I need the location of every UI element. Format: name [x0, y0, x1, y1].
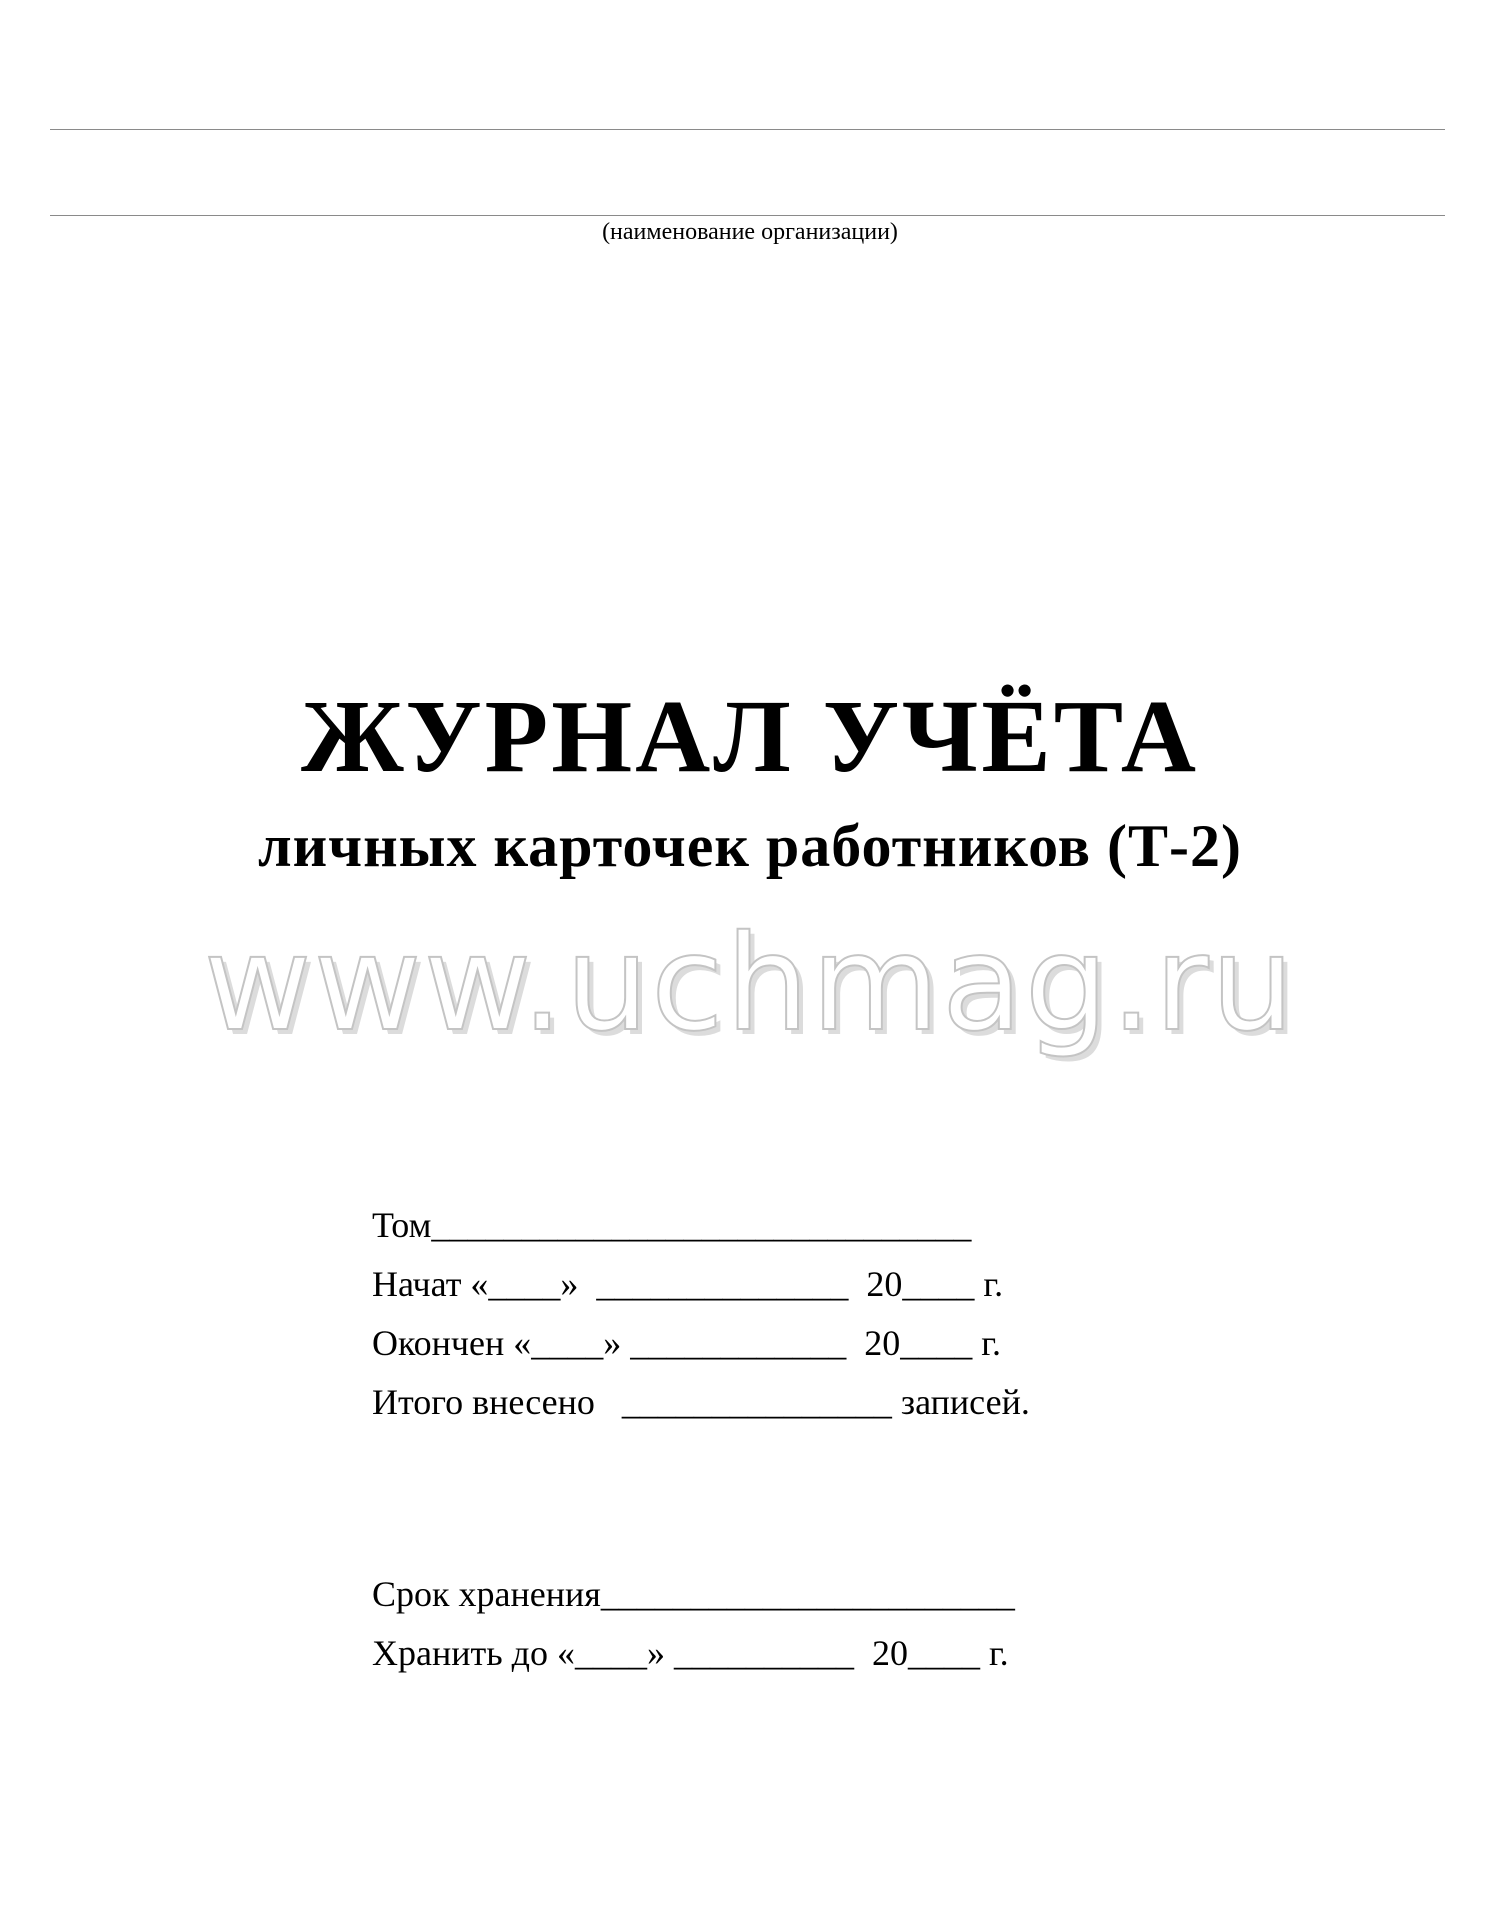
retention-period-field: Срок хранения_______________________ [372, 1574, 1015, 1614]
volume-field: Том______________________________ [372, 1205, 972, 1245]
organization-name-line-2 [50, 215, 1445, 216]
page-subtitle: личных карточек работников (Т-2) [258, 813, 1242, 879]
total-entries-field: Итого внесено _______________ записей. [372, 1382, 1030, 1422]
keep-until-field: Хранить до «____» __________ 20____ г. [372, 1633, 1009, 1673]
storage-fields [372, 1565, 1132, 1683]
page-title: ЖУРНАЛ УЧЁТА [300, 679, 1199, 794]
organization-name-line-1 [50, 129, 1445, 130]
started-date-field: Начат «____» ______________ 20____ г. [372, 1264, 1004, 1304]
volume-fields [372, 1196, 1132, 1432]
organization-caption: (наименование организации) [602, 219, 898, 245]
finished-date-field: Окончен «____» ____________ 20____ г. [372, 1323, 1001, 1363]
watermark: www.uchmag.ru [203, 907, 1297, 1061]
